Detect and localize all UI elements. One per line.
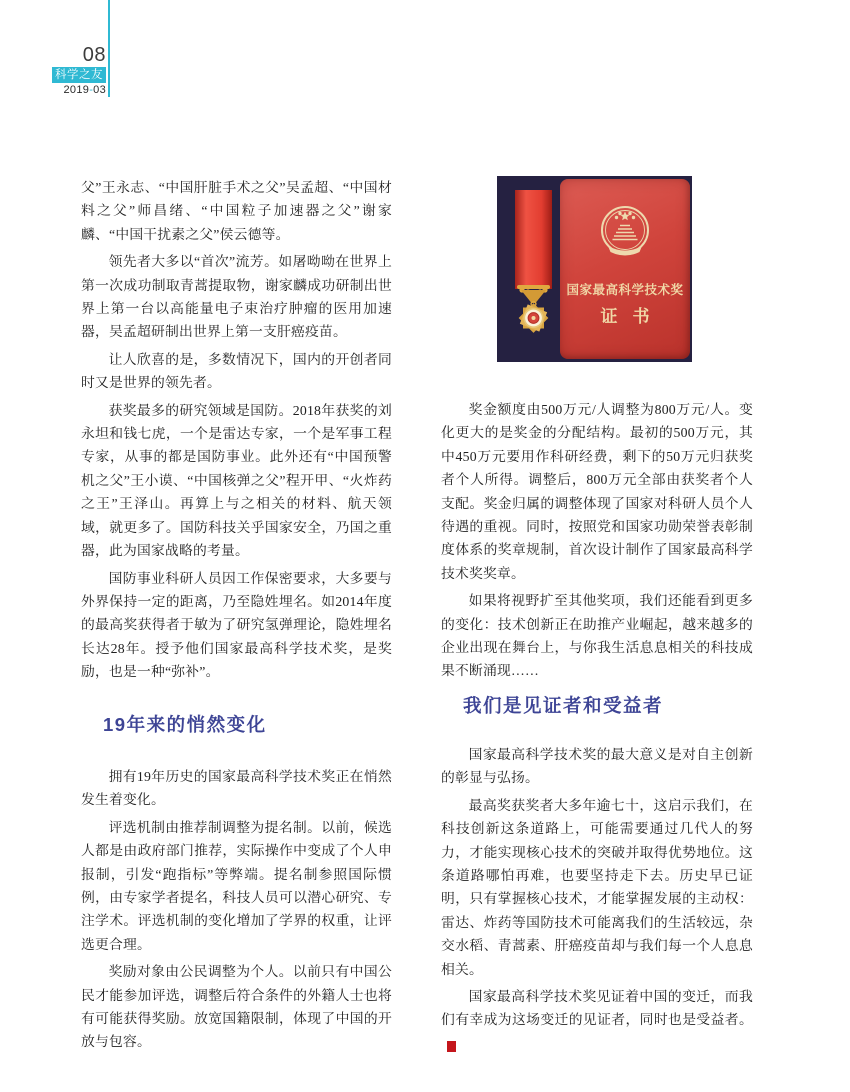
- paragraph: 奖励对象由公民调整为个人。以前只有中国公民才能参加评选，调整后符合条件的外籍人士也将有可能获得奖励。放宽国籍限制，体现了中国的开放与包容。: [81, 964, 392, 1050]
- article-end-mark-icon: s: [447, 1041, 456, 1052]
- right-column-top: [441, 398, 753, 687]
- section-heading-right: 我们是见证者和受益者: [463, 695, 664, 716]
- left-column-bottom: [81, 765, 392, 1058]
- magazine-logo-badge: 科学之友: [52, 67, 106, 83]
- issue-date: [0, 84, 106, 97]
- issue-month: 03: [93, 84, 106, 96]
- section-heading-left: 19年来的悄然变化: [103, 714, 267, 735]
- left-column-top: [81, 176, 392, 688]
- issue-separator: -: [89, 84, 94, 96]
- certificate-photo: [497, 176, 692, 362]
- medal-ribbon-icon: [497, 176, 567, 362]
- right-column-bottom: [441, 743, 753, 1059]
- paragraph: 让人欣喜的是，多数情况下，国内的开创者同时又是世界的领先者。: [81, 351, 392, 391]
- paragraph: 拥有19年历史的国家最高科学技术奖正在悄然发生着变化。: [81, 769, 392, 808]
- page-number: 08: [82, 44, 106, 66]
- paragraph: [441, 985, 753, 1055]
- paragraph-text: 国家最高科学技术奖见证着中国的变迁，而我们有幸成为这场变迁的见证者，同时也是受益者。: [441, 989, 753, 1028]
- paragraph: 国家最高科学技术奖的最大意义是对自主创新的彰显与弘扬。: [441, 747, 753, 786]
- paragraph: 如果将视野扩至其他奖项，我们还能看到更多的变化：技术创新正在助推产业崛起，越来越多的企业出现在舞台上，与你我生活息息相关的科技成果不断涌现……: [441, 593, 753, 679]
- masthead: [0, 0, 106, 97]
- issue-year: 2019: [63, 84, 90, 96]
- national-emblem-icon: [597, 203, 653, 261]
- medal-icon: [519, 303, 549, 333]
- paragraph: 最高奖获奖者大多年逾七十，这启示我们，在科技创新这条道路上，可能需要通过几代人的努力，才能实现核心技术的突破并取得优势地位。这条道路哪怕再难，也要坚持走下去。历史早已证明，只有掌握核心技术，才能掌握发展的主动权：雷达、炸药等国防技术可能离我们的生活较远，杂交水稻、青蒿素、肝癌疫苗却与我们每一个人息息相关。: [441, 797, 753, 977]
- paragraph: 父”王永志、“中国肝脏手术之父”吴孟超、“中国材料之父”师昌绪、“中国粒子加速器之父”谢家麟、“中国干扰素之父”侯云德等。: [81, 180, 392, 242]
- paragraph: 评选机制由推荐制调整为提名制。以前，候选人都是由政府部门推荐，实际操作中变成了个人申报制，引发“跑指标”等弊端。提名制参照国际惯例，由专家学者提名，科技人员可以潜心研究、专注学术。评选机制的变化增加了学界的权重，让评选更合理。: [81, 819, 392, 952]
- certificate-book: [560, 179, 690, 359]
- paragraph: 国防事业科研人员因工作保密要求，大多要与外界保持一定的距离，乃至隐姓埋名。如2014年度的最高奖获得者于敏为了研究氢弹理论，隐姓埋名长达28年。授予他们国家最高科学技术奖，是奖励，也是一种“弥补”。: [81, 570, 392, 680]
- paragraph: 奖金额度由500万元/人调整为800万元/人。变化更大的是奖金的分配结构。最初的500万元，其中450万元要用作科研经费，剩下的50万元归获奖者个人所得。调整后，800万元全部由获奖者个人支配。奖金归属的调整体现了国家对科研人员个人待遇的重视。同时，按照党和国家功勋荣誉表彰制度体系的奖章规制，首次设计制作了国家最高科学技术奖奖章。: [441, 402, 753, 581]
- paragraph: 获奖最多的研究领域是国防。2018年获奖的刘永坦和钱七虎，一个是雷达专家，一个是军事工程专家，从事的都是国防事业。此外还有“中国预警机之父”王小谟、“中国核弹之父”程开甲、“火炸药之王”王泽山。再算上与之相关的材料、航天领域，就更多了。国防科技关乎国家安全，乃国之重器，此为国家战略的考量。: [81, 402, 392, 559]
- paragraph: 领先者大多以“首次”流芳。如屠呦呦在世界上第一次成功制取青蒿提取物，谢家麟成功研制出世界上第一台以高能量电子束治疗肿瘤的医用加速器，吴孟超研制出世界上第一支肝癌疫苗。: [81, 254, 392, 340]
- certificate-award-title: 国家最高科学技术奖: [566, 283, 684, 297]
- header-accent-rule: [108, 0, 110, 97]
- certificate-book-label: 证书: [600, 307, 665, 326]
